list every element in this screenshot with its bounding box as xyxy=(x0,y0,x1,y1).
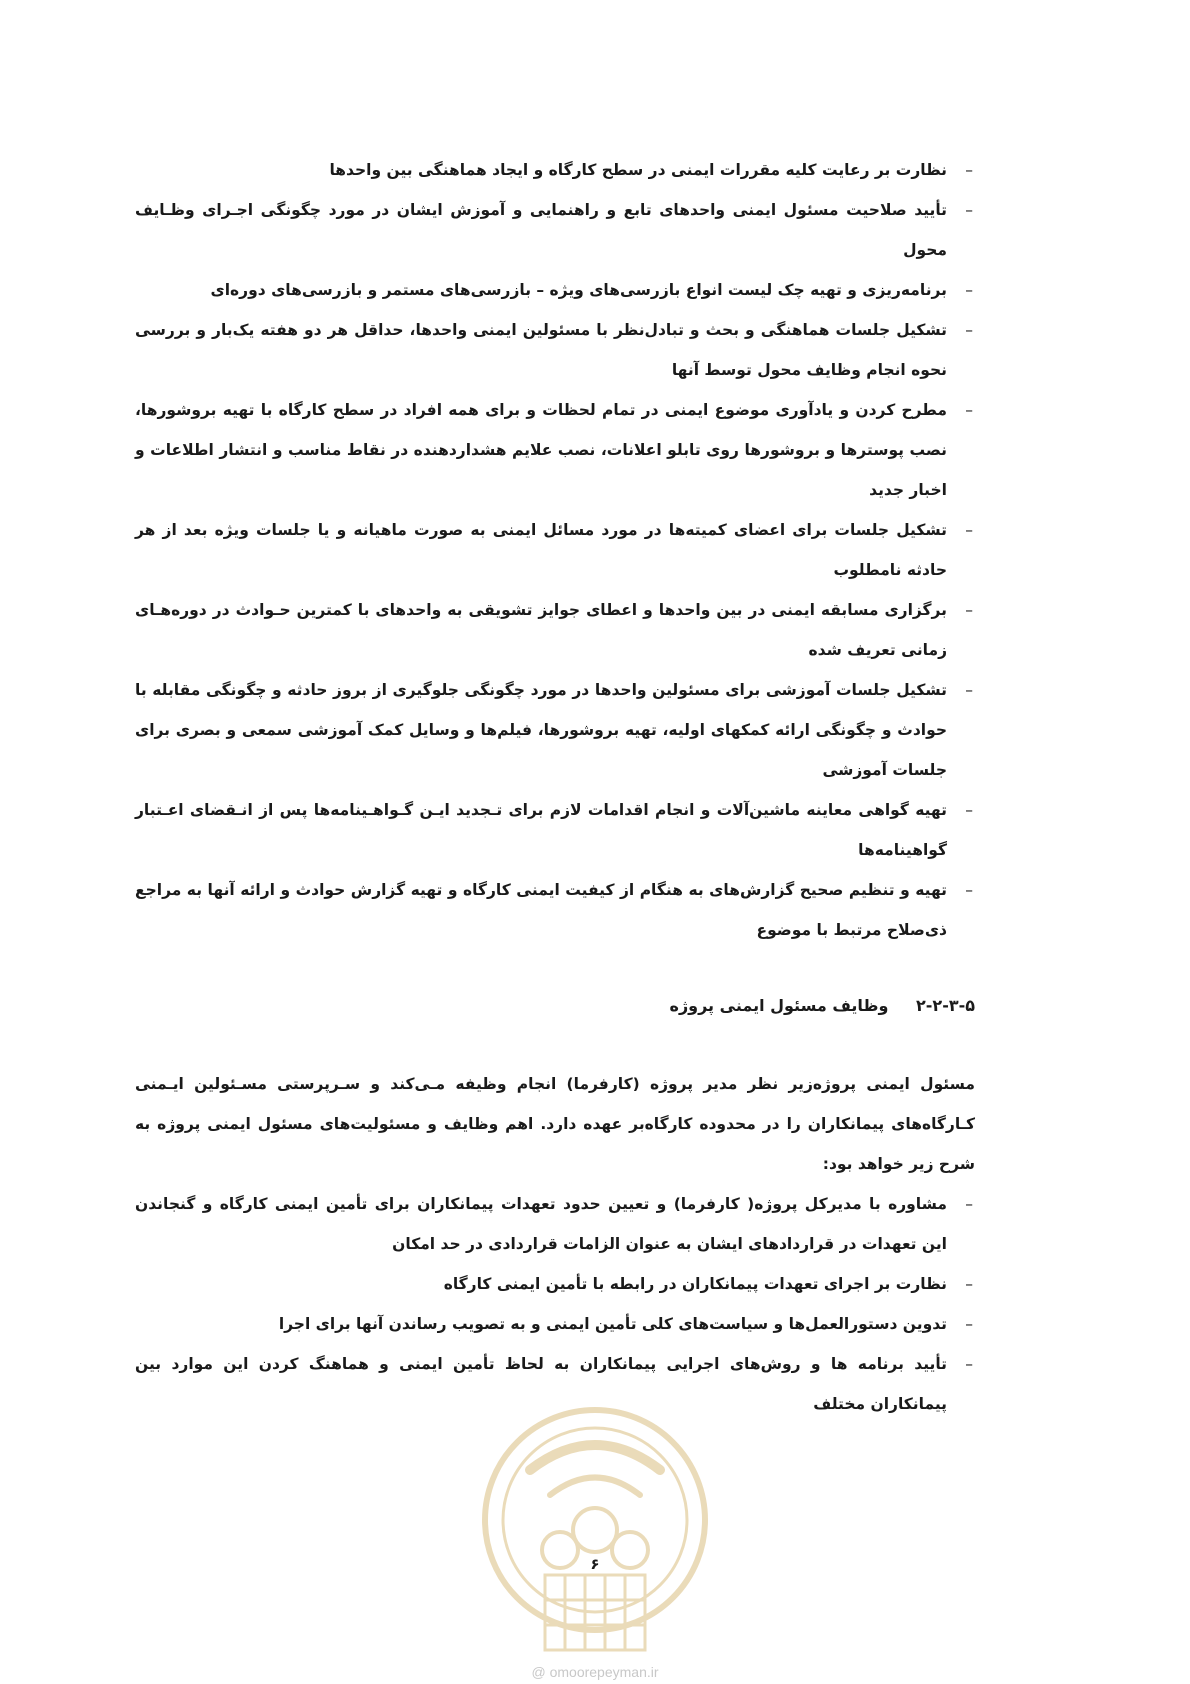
section-title: وظایف مسئول ایمنی پروژه xyxy=(669,996,889,1015)
duties-list-1 xyxy=(135,150,975,950)
list-item: – تشکیل جلسات آموزشی برای مسئولین واحدها در مورد چگونگی جلوگیری از بروز حادثه و چگونگی مقابله با حوادث و چگونگی ارائه کمکهای اولیه، تهیه بروشورها، فیلم‌ها و وسایل کمک آموزشی سمعی و بصری برای جلسات آموزشی xyxy=(135,670,975,790)
list-item: – نظارت بر اجرای تعهدات پیمانکاران در رابطه با تأمین ایمنی کارگاه xyxy=(135,1264,975,1304)
watermark-seal-icon xyxy=(470,1400,720,1660)
page-content xyxy=(135,150,975,1424)
section-heading xyxy=(135,986,975,1026)
duties-list-2 xyxy=(135,1184,975,1424)
list-item: – تهیه و تنظیم صحیح گزارش‌های به هنگام از کیفیت ایمنی کارگاه و تهیه گزارش حوادث و ارائه آنها به مراجع ذی‌صلاح مرتبط با موضوع xyxy=(135,870,975,950)
list-item: – نظارت بر رعایت کلیه مقررات ایمنی در سطح کارگاه و ایجاد هماهنگی بین واحدها xyxy=(135,150,975,190)
list-item: – تأیید برنامه ها و روش‌های اجرایی پیمانکاران به لحاظ تأمین ایمنی و هماهنگ کردن این موارد بین پیمانکاران مختلف xyxy=(135,1344,975,1424)
footer-url-text: omoorepeyman.ir xyxy=(549,1664,659,1680)
section-number: ۲-۲-۳-۵ xyxy=(916,996,975,1015)
list-item: – تشکیل جلسات برای اعضای کمیته‌ها در مورد مسائل ایمنی به صورت ماهیانه و یا جلسات ویژه بعد از هر حادثه نامطلوب xyxy=(135,510,975,590)
list-item: – مشاوره با مدیرکل پروژه( کارفرما) و تعیین حدود تعهدات پیمانکاران برای تأمین ایمنی کارگاه و گنجاندن این تعهدات در قراردادهای ایشان به عنوان الزامات قراردادی در حد امکان xyxy=(135,1184,975,1264)
list-item: – برنامه‌ریزی و تهیه چک لیست انواع بازرسی‌های ویژه – بازرسی‌های مستمر و بازرسی‌های دوره‌ای xyxy=(135,270,975,310)
page-number: ۶ xyxy=(590,1555,600,1573)
list-item: – مطرح کردن و یادآوری موضوع ایمنی در تمام لحظات و برای همه افراد در سطح کارگاه با تهیه بروشورها، نصب پوسترها و بروشورها روی تابلو اعلانات، نصب علایم هشداردهنده در نقاط مناسب و انتشار اطلاعات و اخبار جدید xyxy=(135,390,975,510)
list-item: – تشکیل جلسات هماهنگی و بحث و تبادل‌نظر با مسئولین ایمنی واحدها، حداقل هر دو هفته یک‌بار و بررسی نحوه انجام وظایف محول توسط آنها xyxy=(135,310,975,390)
list-item: – برگزاری مسابقه ایمنی در بین واحدها و اعطای جوایز تشویقی به واحدهای با کمترین حـوادث در دوره‌هـای زمانی تعریف شده xyxy=(135,590,975,670)
intro-paragraph: مسئول ایمنی پروژه‌زیر نظر مدیر پروژه (کارفرما) انجام وظیفه مـی‌کند و سـرپرستی مسـئولین ایـمنی کـارگاه‌های پیمانکاران را در محدوده کارگاه‌بر عهده دارد. اهم وظایف و مسئولیت‌های مسئول ایمنی پروژه به شرح زیر خواهد بود: xyxy=(135,1075,975,1173)
footer-url: @ omoorepeyman.ir xyxy=(531,1664,659,1680)
list-item: – تهیه گواهی معاینه ماشین‌آلات و انجام اقدامات لازم برای تـجدید ایـن گـواهـینامه‌ها پس از انـقضای اعـتبار گواهینامه‌ها xyxy=(135,790,975,870)
list-item: – تأیید صلاحیت مسئول ایمنی واحدهای تابع و راهنمایی و آموزش ایشان در مورد چگونگی اجـرای وظـایف محول xyxy=(135,190,975,270)
list-item: – تدوین دستورالعمل‌ها و سیاست‌های کلی تأمین ایمنی و به تصویب رساندن آنها برای اجرا xyxy=(135,1304,975,1344)
